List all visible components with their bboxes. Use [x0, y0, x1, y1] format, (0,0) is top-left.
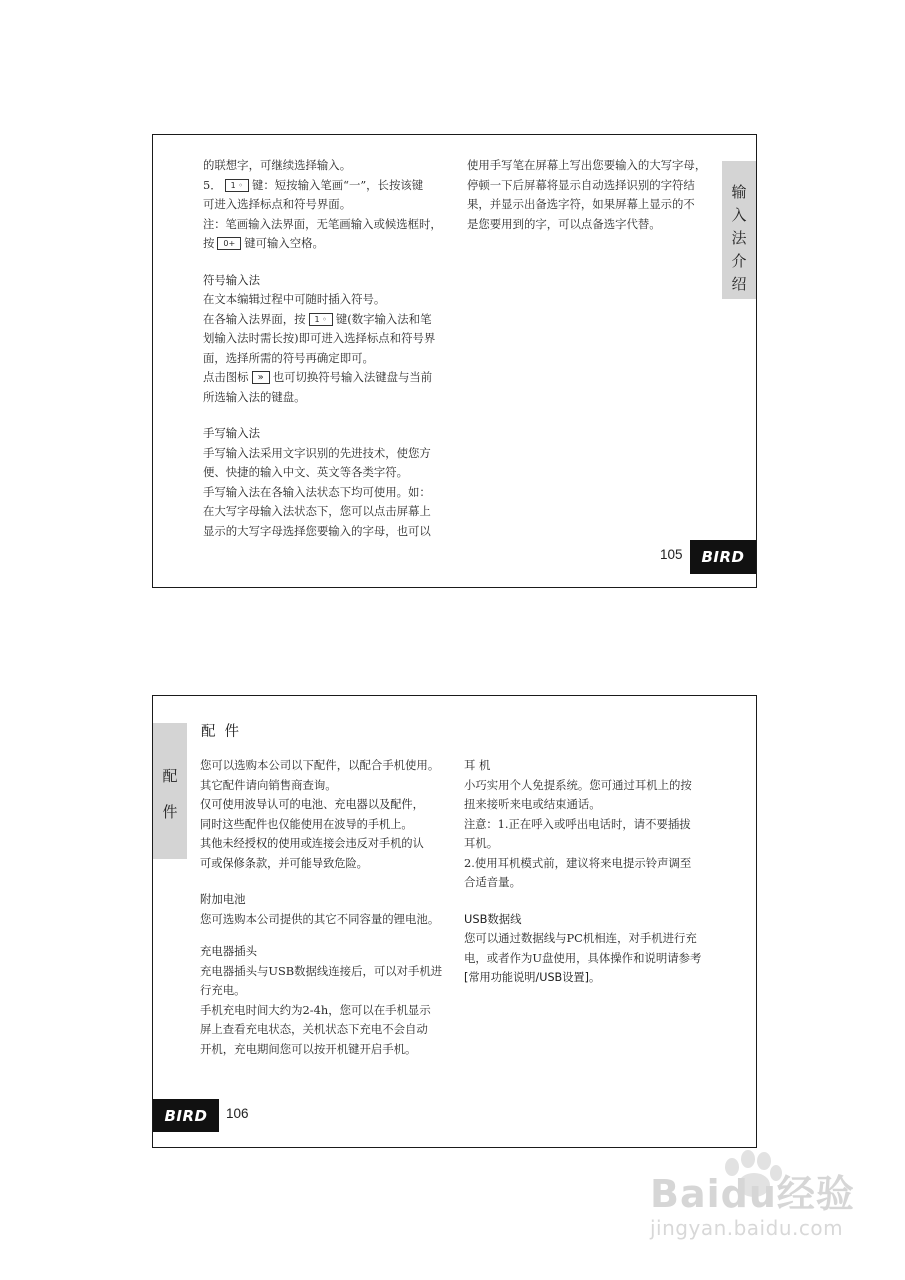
text-line: 显示的大写字母选择您要输入的字母，也可以 [203, 523, 431, 538]
text-line [203, 234, 463, 254]
text-line: 您可以通过数据线与PC机相连，对手机进行充 [464, 931, 697, 945]
tab-char: 件 [162, 803, 178, 821]
text-fragment: 键：短按输入笔画“一”，长按该键 [252, 177, 424, 192]
text-line: 使用手写笔在屏幕上写出您要输入的大写字母， [467, 158, 707, 172]
right-column [464, 756, 726, 988]
text-line [464, 815, 726, 835]
text-line: 2.使用耳机模式前，建议将来电提示铃声调至 [464, 855, 692, 870]
text-line: 手写输入法在各输入法状态下均可使用。如： [203, 484, 431, 499]
text-fragment: 也可切换符号输入法键盘与当前 [272, 370, 433, 384]
tab-char: 绍 [731, 275, 747, 293]
tab-char: 输 [731, 183, 747, 201]
note-label: 注意： [464, 817, 498, 831]
manual-page-105 [152, 134, 757, 588]
left-column [200, 756, 462, 1059]
manual-page-106 [152, 695, 757, 1148]
text-line: 充电器插头与USB数据线连接后，可以对手机进 [200, 963, 443, 978]
text-fragment: 5． [203, 177, 222, 192]
chapter-tab-input-method [722, 161, 756, 299]
text-line: 在文本编辑过程中可随时插入符号。 [203, 292, 386, 306]
text-line: 便、快捷的输入中文、英文等各类字符。 [203, 465, 409, 479]
text-line: 您可选购本公司提供的其它不同容量的锂电池。 [200, 911, 440, 926]
text-fragment: 在各输入法界面，按 [203, 311, 306, 326]
section-heading: 附加电池 [200, 892, 246, 906]
text-line [203, 310, 463, 330]
warning-line: 其他未经授权的使用或连接会违反对手机的认 [200, 837, 424, 850]
text-line: 行充电。 [200, 983, 246, 997]
text-line: 手机充电时间大约为2-4h，您可以在手机显示 [200, 1002, 431, 1017]
right-column [467, 156, 719, 234]
tab-char: 法 [731, 229, 747, 247]
bird-logo: BIRD [690, 540, 756, 574]
text-line: 果，并显示出备选字符，如果屏幕上显示的不 [467, 197, 695, 211]
text-line: 合适音量。 [464, 875, 521, 889]
text-line [203, 176, 463, 196]
text-line: 面，选择所需的符号再确定即可。 [203, 350, 374, 365]
text-line: 其它配件请向销售商查询。 [200, 777, 337, 792]
key-0-icon: 0+ [217, 237, 241, 250]
text-line: 电，或者作为U盘使用，具体操作和说明请参考 [464, 950, 702, 965]
page-number: 105 [660, 547, 683, 562]
text-line: [常用功能说明/USB设置]。 [464, 971, 601, 984]
text-line: 可进入选择标点和符号界面。 [203, 197, 352, 211]
text-line: 开机，充电期间您可以按开机键开启手机。 [200, 1041, 417, 1056]
warning-line: 可或保修条款，并可能导致危险。 [200, 856, 368, 870]
chapter-tab-accessories [153, 723, 187, 859]
text-line: 在大写字母输入法状态下，您可以点击屏幕上 [203, 504, 431, 518]
text-line: 您可以选购本公司以下配件，以配合手机使用。 [200, 758, 440, 772]
section-heading: 符号输入法 [203, 272, 260, 287]
text-line: 耳机。 [464, 836, 499, 850]
tab-char: 介 [731, 252, 747, 270]
warning-line: 仅可使用波导认可的电池、充电器以及配件， [200, 798, 424, 811]
text-fragment: 笔画输入法界面，无笔画输入或候选框时， [225, 216, 442, 231]
text-line: 所选输入法的键盘。 [203, 389, 306, 404]
text-line: 停顿一下后屏幕将显示自动选择识别的字符结 [467, 177, 695, 192]
warning-line: 同时这些配件也仅能使用在波导的手机上。 [200, 817, 413, 831]
section-heading: 耳 机 [464, 758, 491, 772]
text-line [203, 215, 463, 235]
bird-logo: BIRD [153, 1099, 219, 1132]
text-line: 屏上查看充电状态，关机状态下充电不会自动 [200, 1022, 428, 1036]
section-heading: 充电器插头 [200, 944, 257, 958]
note-label: 注： [203, 217, 226, 231]
text-line [203, 368, 463, 388]
section-heading: USB数据线 [464, 911, 522, 926]
text-fragment: 键可输入空格。 [244, 236, 324, 250]
text-fragment: 1.正在呼入或呼出电话时，请不要插拔 [497, 816, 691, 831]
section-heading: 手写输入法 [203, 426, 260, 440]
left-column [203, 156, 463, 541]
key-1-icon: 1 ◦ [225, 179, 249, 192]
text-fragment: 键(数字输入法和笔 [335, 311, 432, 326]
text-line: 划输入法时需长按)即可进入选择标点和符号界 [203, 331, 436, 345]
text-line: 手写输入法采用文字识别的先进技术，使您方 [203, 445, 431, 460]
text-fragment: 点击图标 [203, 370, 249, 384]
text-line: 扭来接听来电或结束通话。 [464, 797, 601, 811]
key-1-icon: 1 ◦ [309, 313, 333, 326]
text-line: 的联想字，可继续选择输入。 [203, 158, 352, 172]
page-title: 配件 [201, 724, 248, 740]
tab-char: 入 [731, 206, 747, 224]
page-number: 106 [226, 1106, 249, 1121]
text-line: 是您要用到的字，可以点备选字代替。 [467, 216, 661, 231]
text-line: 小巧实用个人免提系统。您可通过耳机上的按 [464, 777, 692, 792]
watermark-text: Baidu经验 [650, 1172, 855, 1216]
double-chevron-icon: » [252, 371, 270, 384]
watermark-url: jingyan.baidu.com [650, 1216, 844, 1240]
tab-char: 配 [162, 767, 178, 785]
text-fragment: 按 [203, 236, 215, 250]
